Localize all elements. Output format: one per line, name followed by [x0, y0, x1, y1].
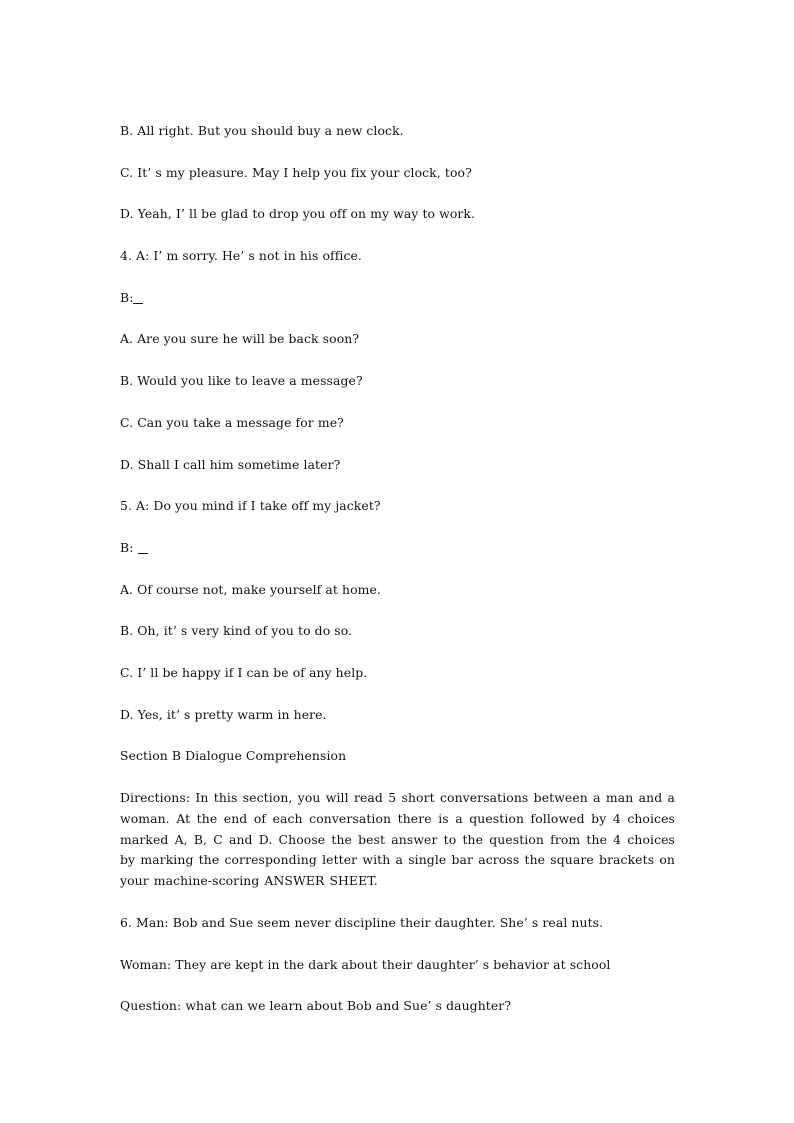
q3-option-b: B. All right. But you should buy a new clock.	[120, 123, 404, 138]
q5-question: 5. A: Do you mind if I take off my jacket?	[120, 498, 381, 514]
q4-option-d: D. Shall I call him sometime later?	[120, 456, 341, 472]
q5-option-c: C. I’ ll be happy if I can be of any help.	[120, 664, 368, 680]
q4-option-c: C. Can you take a message for me?	[120, 414, 344, 430]
q4-option-b: B. Would you like to leave a message?	[120, 373, 363, 389]
q5-response-line	[120, 538, 675, 559]
q4-option-a: A. Are you sure he will be back soon?	[120, 331, 360, 347]
q5-option-d: D. Yes, it’ s pretty warm in here.	[120, 706, 327, 722]
q3-option-c: C. It’ s my pleasure. May I help you fix your clock, too?	[120, 164, 472, 180]
q6-woman-line: Woman: They are kept in the dark about their daughter’ s behavior at school	[120, 956, 611, 972]
q4-response-label: B:	[120, 289, 134, 305]
document-page	[120, 121, 675, 1038]
q4-question: 4. A: I’ m sorry. He’ s not in his office.	[120, 248, 362, 264]
q6-question: Question: what can we learn about Bob and Sue’ s daughter?	[120, 998, 512, 1014]
q5-option-b: B. Oh, it’ s very kind of you to do so.	[120, 623, 353, 639]
q6-man-line: 6. Man: Bob and Sue seem never discipline their daughter. She’ s real nuts.	[120, 914, 604, 930]
q3-option-d: D. Yeah, I’ ll be glad to drop you off on my way to work.	[120, 206, 476, 222]
q5-option-a: A. Of course not, make yourself at home.	[120, 581, 381, 597]
section-b-heading: Section B Dialogue Comprehension	[120, 748, 347, 764]
answer-blank	[133, 289, 143, 304]
q4-response-line	[120, 288, 675, 309]
answer-blank	[138, 539, 148, 554]
section-b-directions: Directions: In this section, you will read 5 short conversations between a man and a woman. At the end of each conversation there is a question followed by 4 choices marked A, B, C and D. Choose the best answer to the question from the 4 choices by marking the corresponding letter with a single bar across the square brackets on your machine-scoring ANSWER SHEET.	[120, 790, 675, 889]
q5-response-label: B:	[120, 539, 138, 555]
